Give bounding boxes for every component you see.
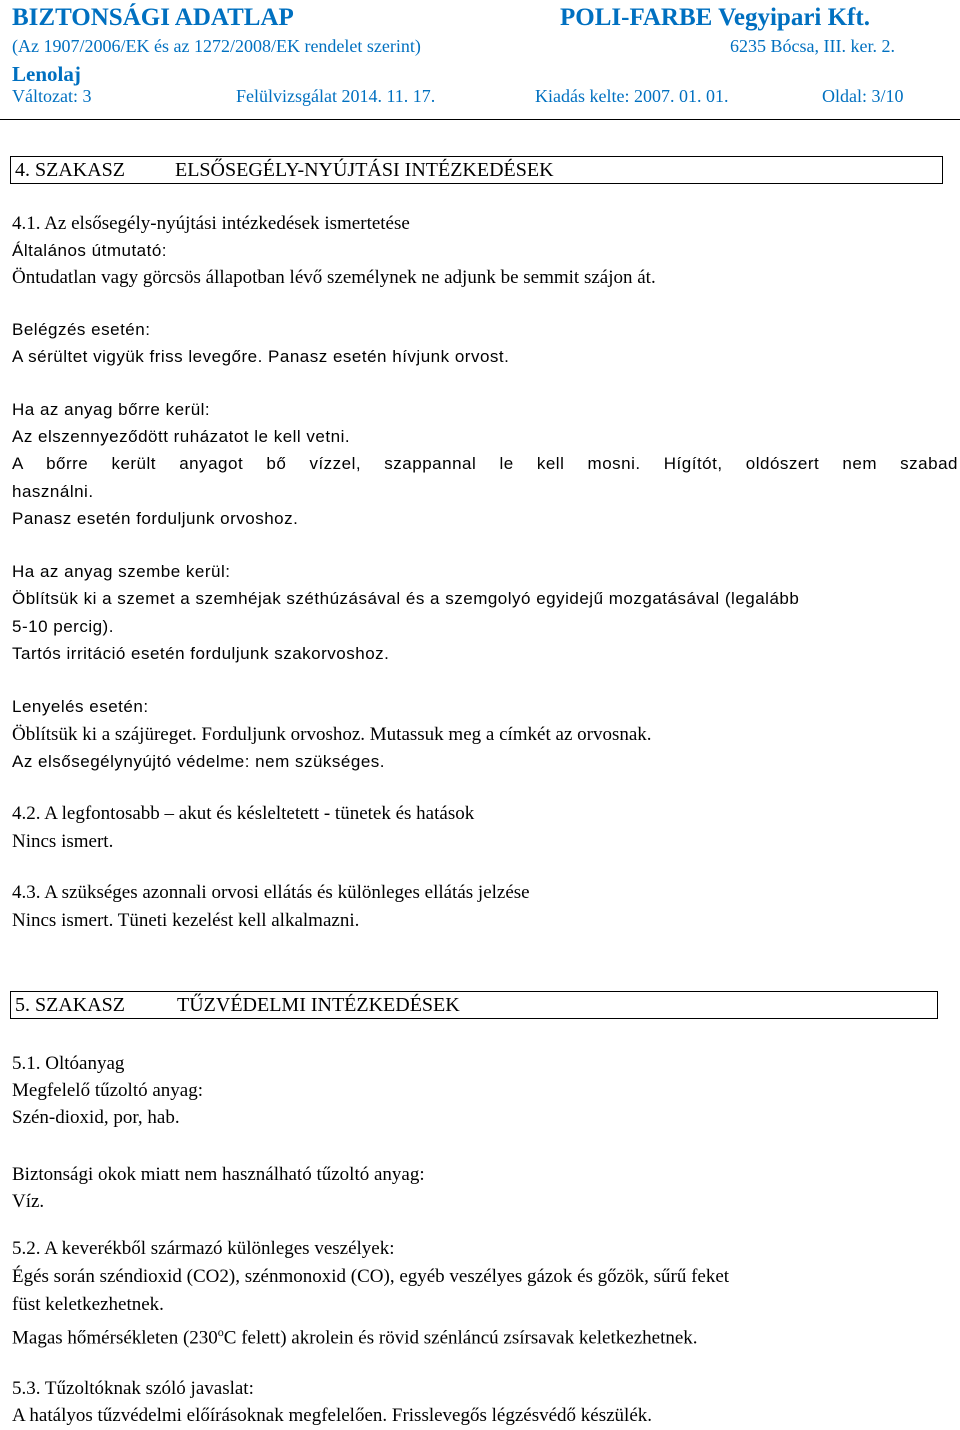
special-hazards-line-1: Égés során széndioxid (CO2), szénmonoxid (CO), egyéb veszélyes gázok és gőzök, sűrű feket	[12, 1266, 730, 1287]
header-row-meta	[12, 86, 948, 108]
skin-contact-line-2: A bőrre került anyagot bő vízzel, szappannal le kell mosni. Hígítót, oldószert nem szabad	[12, 454, 958, 473]
general-guidance-text: Öntudatlan vagy görcsös állapotban lévő személynek ne adjunk be semmit szájon át.	[12, 267, 656, 288]
subsection-4-3-text: Nincs ismert. Tüneti kezelést kell alkalmazni.	[12, 910, 360, 931]
section-5-heading	[10, 991, 938, 1019]
section-5-number: 5. SZAKASZ	[15, 994, 126, 1016]
suitable-media-label: Megfelelő tűzoltó anyag:	[12, 1080, 203, 1101]
subsection-5-3-text: A hatályos tűzvédelmi előírásoknak megfelelően. Frisslevegős légzésvédő készülék.	[12, 1405, 653, 1426]
special-hazards-line-3a: Magas hőmérsékleten (230	[12, 1327, 218, 1349]
degree-superscript: o	[217, 1325, 224, 1339]
skin-contact-line-1: Az elszennyeződött ruházatot le kell vetni.	[12, 427, 351, 446]
header-row-regulation	[12, 36, 948, 58]
subsection-4-2-text: Nincs ismert.	[12, 831, 114, 852]
regulation-text: (Az 1907/2006/EK és az 1272/2008/EK rendelet szerint)	[12, 36, 421, 56]
subsection-5-1-title: 5.1. Oltóanyag	[12, 1053, 125, 1074]
header-row-product	[12, 62, 948, 86]
eye-contact-line-2: 5-10 percig).	[12, 617, 114, 636]
doc-title: BIZTONSÁGI ADATLAP	[12, 4, 294, 31]
skin-contact-line-3: használni.	[12, 482, 94, 501]
subsection-5-2-title: 5.2. A keverékből származó különleges veszélyek:	[12, 1238, 395, 1259]
subsection-4-1-title: 4.1. Az elsősegély-nyújtási intézkedések ismertetése	[12, 213, 410, 234]
special-hazards-line-2: füst keletkezhetnek.	[12, 1294, 164, 1315]
ingestion-line-2: Az elsősegélynyújtó védelme: nem szükséges.	[12, 752, 386, 771]
revision-text: Felülvizsgálat 2014. 11. 17.	[236, 86, 436, 106]
section-4-heading	[10, 156, 943, 184]
unsuitable-media-label: Biztonsági okok miatt nem használható tűzoltó anyag:	[12, 1164, 425, 1185]
skin-contact-line-4: Panasz esetén forduljunk orvoshoz.	[12, 509, 299, 528]
section-5-title: TŰZVÉDELMI INTÉZKEDÉSEK	[177, 994, 460, 1016]
section-4-number: 4. SZAKASZ	[15, 159, 126, 181]
header-divider	[0, 119, 960, 120]
company-name: POLI-FARBE Vegyipari Kft.	[560, 4, 870, 31]
ingestion-label: Lenyelés esetén:	[12, 697, 149, 716]
company-address: 6235 Bócsa, III. ker. 2.	[730, 36, 895, 56]
issue-date-text: Kiadás kelte: 2007. 01. 01.	[535, 86, 729, 106]
inhalation-label: Belégzés esetén:	[12, 320, 151, 339]
version-text: Változat: 3	[12, 86, 92, 106]
suitable-media-text: Szén-dioxid, por, hab.	[12, 1107, 180, 1128]
general-guidance-label: Általános útmutató:	[12, 241, 168, 260]
special-hazards-line-3b: C felett) akrolein és rövid szénláncú zsírsavak keletkezhetnek.	[223, 1327, 698, 1349]
ingestion-line-1: Öblítsük ki a szájüreget. Forduljunk orvoshoz. Mutassuk meg a címkét az orvosnak.	[12, 724, 652, 745]
page-number: Oldal: 3/10	[822, 86, 904, 106]
inhalation-text: A sérültet vigyük friss levegőre. Panasz esetén hívjunk orvost.	[12, 347, 510, 366]
product-name: Lenolaj	[12, 62, 81, 86]
eye-contact-line-1: Öblítsük ki a szemet a szemhéjak széthúzásával és a szemgolyó egyidejű mozgatásával (legalább	[12, 589, 800, 608]
eye-contact-line-3: Tartós irritáció esetén forduljunk szakorvoshoz.	[12, 644, 390, 663]
subsection-4-3-title: 4.3. A szükséges azonnali orvosi ellátás és különleges ellátás jelzése	[12, 882, 530, 903]
subsection-5-3-title: 5.3. Tűzoltóknak szóló javaslat:	[12, 1378, 254, 1399]
eye-contact-label: Ha az anyag szembe kerül:	[12, 562, 231, 581]
section-4-title: ELSŐSEGÉLY-NYÚJTÁSI INTÉZKEDÉSEK	[175, 159, 554, 181]
subsection-4-2-title: 4.2. A legfontosabb – akut és késleltetett - tünetek és hatások	[12, 803, 475, 824]
skin-contact-label: Ha az anyag bőrre kerül:	[12, 400, 211, 419]
unsuitable-media-text: Víz.	[12, 1191, 45, 1212]
special-hazards-line-3	[12, 1320, 698, 1350]
document-header	[12, 4, 948, 38]
